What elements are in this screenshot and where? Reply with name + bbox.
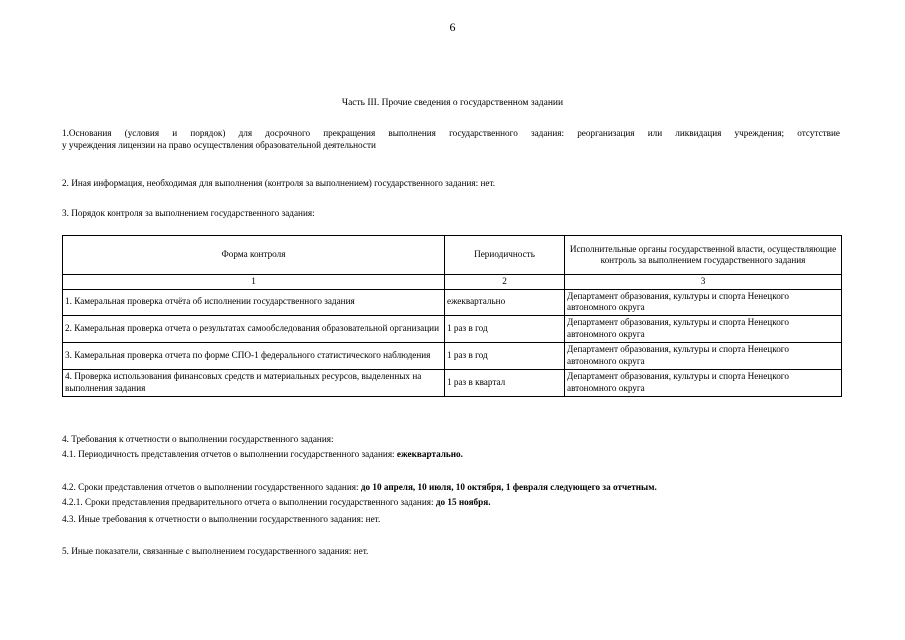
form-cell: 2. Камеральная проверка отчета о результатах самообследования образовательной организации [63,315,445,342]
form-cell: 1. Камеральная проверка отчёта об исполнении государственного задания [63,289,445,315]
table-row [63,369,842,396]
authority-cell: Департамент образования, культуры и спорта Ненецкого автономного округа [565,369,842,396]
reporting-periodicity-text: 4.1. Периодичность представления отчетов о выполнении государственного задания: [62,449,397,459]
header-authority: Исполнительные органы государственной власти, осуществляющие контроль за выполнением государственного задания [565,236,842,275]
col-number: 1 [63,275,445,290]
form-cell: 4. Проверка использования финансовых средств и материальных ресурсов, выделенных на выполнения задания [63,369,445,396]
reporting-deadlines-value: до 10 апреля, 10 июля, 10 октября, 1 февраля следующего за отчетным. [360,482,657,492]
section-heading: Часть III. Прочие сведения о государственном задании [341,98,564,108]
other-reporting-requirements: 4.3. Иные требования к отчетности о выполнении государственного задания: нет. [62,514,381,524]
preliminary-report-text: 4.2.1. Сроки представления предварительного отчета о выполнении государственного задания: [62,497,436,507]
table-header-row [63,236,842,275]
period-cell: 1 раз в год [445,315,565,342]
header-form: Форма контроля [63,236,445,275]
control-procedure-title: 3. Порядок контроля за выполнением государственного задания: [62,208,315,218]
termination-grounds-line1: 1.Основания (условия и порядок) для досрочного прекращения выполнения государственного задания: реорганизация или ликвидация учреждения; отсутствие [62,128,840,138]
reporting-periodicity [62,448,840,460]
reporting-requirements-title: 4. Требования к отчетности о выполнении государственного задания: [62,434,334,444]
col-number: 2 [445,275,565,290]
table-row [63,289,842,315]
authority-cell: Департамент образования, культуры и спорта Ненецкого автономного округа [565,289,842,315]
period-cell: 1 раз в год [445,342,565,369]
authority-cell: Департамент образования, культуры и спорта Ненецкого автономного округа [565,315,842,342]
period-cell: ежеквартально [445,289,565,315]
preliminary-report-deadline [62,496,840,508]
termination-grounds-line2: у учреждения лицензии на право осуществления образовательной деятельности [62,140,376,150]
table-number-row [63,275,842,290]
page-number: 6 [449,20,456,34]
other-info: 2. Иная информация, необходимая для выполнения (контроля за выполнением) государственного задания: нет. [62,178,496,188]
authority-cell: Департамент образования, культуры и спорта Ненецкого автономного округа [565,342,842,369]
form-cell: 3. Камеральная проверка отчета по форме СПО-1 федерального статистического наблюдения [63,342,445,369]
table-row [63,342,842,369]
header-periodicity: Периодичность [445,236,565,275]
other-indicators: 5. Иные показатели, связанные с выполнением государственного задания: нет. [62,546,369,556]
reporting-deadlines-text: 4.2. Сроки представления отчетов о выполнении государственного задания: [62,482,361,492]
table-row [63,315,842,342]
reporting-deadlines [62,481,840,493]
termination-grounds [62,127,840,151]
reporting-periodicity-value: ежеквартально. [396,449,463,459]
col-number: 3 [565,275,842,290]
preliminary-report-value: до 15 ноября. [435,497,491,507]
control-table [62,235,842,397]
period-cell: 1 раз в квартал [445,369,565,396]
